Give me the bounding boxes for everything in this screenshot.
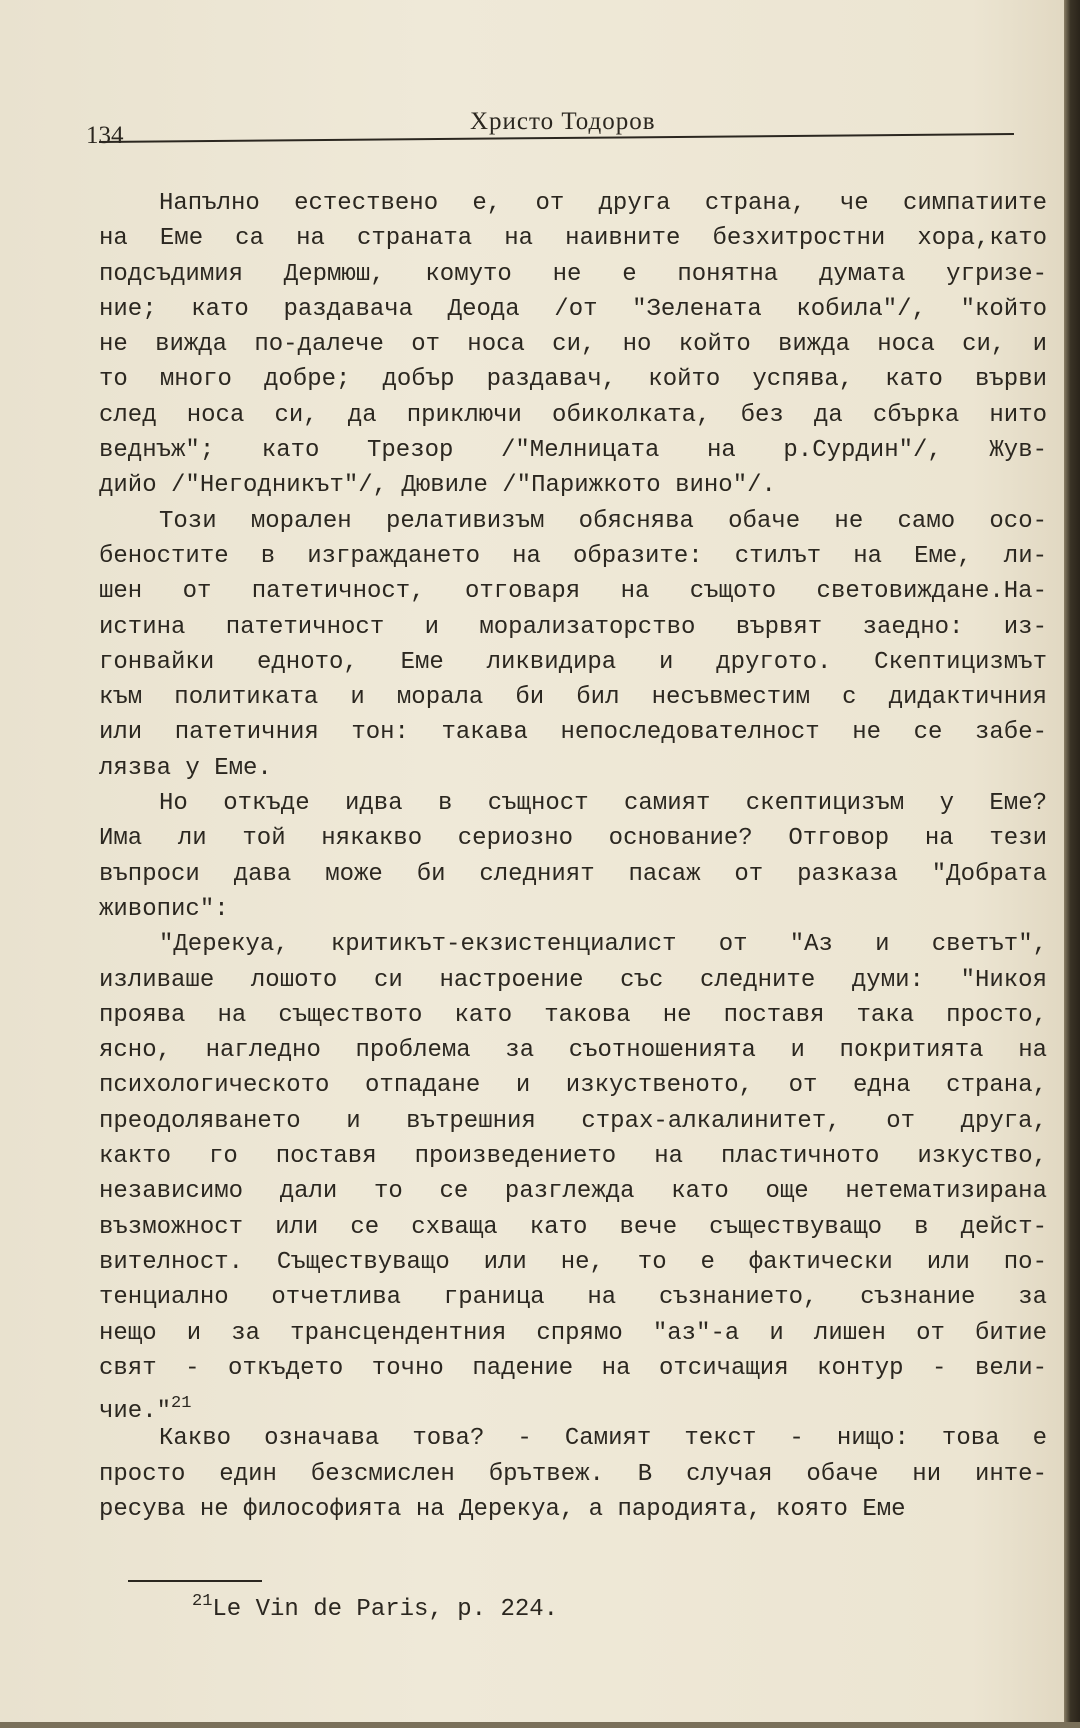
text-line [99, 1104, 1047, 1139]
line-text: дийо /"Негодникът"/, Дювиле /"Парижкото вино"/. [99, 472, 776, 500]
line-text: истина патетичност и морализаторство вървят заедно: из- [99, 613, 1047, 641]
body-text [99, 186, 1047, 1527]
text-line [99, 715, 1047, 750]
text-line [99, 504, 1047, 539]
line-text: към политиката и морала би бил несъвместим с дидактичния [99, 684, 1047, 712]
text-line [99, 857, 1047, 892]
text-line [99, 821, 1047, 856]
text-line [99, 257, 1047, 292]
footnote [192, 1592, 558, 1623]
text-line [99, 1139, 1047, 1174]
text-line [99, 645, 1047, 680]
text-line [99, 186, 1047, 221]
line-text: ние; като раздавача Деода /от "Зелената кобила"/, "който [99, 295, 1047, 323]
running-head: Христо Тодоров [470, 108, 656, 135]
text-line [99, 1280, 1047, 1315]
text-line [99, 1457, 1047, 1492]
line-text: Има ли той някакво сериозно основание? Отговор на тези [99, 825, 1047, 853]
line-text: проява на съществото като такова не поставя така просто, [99, 1001, 1047, 1029]
line-text: както го поставя произведението на пластичното изкуство, [99, 1143, 1047, 1171]
line-text: изливаше лошото си настроение със следните думи: "Никоя [99, 966, 1047, 994]
line-text: тенциално отчетлива граница на съзнанието, съзнание за [99, 1284, 1047, 1312]
line-text: ясно, нагледно проблема за съотношенията и покритията на [99, 1037, 1047, 1065]
line-text: гонвайки едното, Еме ликвидира и другото. Скептицизмът [99, 648, 1047, 676]
line-text: нещо и за трансцендентния спрямо "аз"-а и лишен от битие [99, 1319, 1047, 1347]
line-text: психологическото отпадане и изкуственото, от една страна, [99, 1072, 1047, 1100]
text-line [99, 539, 1047, 574]
line-text: "Дерекуа, критикът-екзистенциалист от "Аз и светът", [159, 931, 1047, 959]
text-line [99, 1351, 1047, 1386]
line-text: Напълно естествено е, от друга страна, че симпатиите [159, 190, 1047, 217]
line-text: подсъдимия Дермюш, комуто не е понятна думата угризе- [99, 260, 1047, 288]
text-line [99, 1421, 1047, 1456]
text-line [99, 610, 1047, 645]
text-line [99, 433, 1047, 468]
line-text: след носа си, да приключи обиколката, без да сбърка нито [99, 401, 1047, 429]
footnote-text: Le Vin de Paris, p. 224. [212, 1596, 559, 1623]
text-line [99, 680, 1047, 715]
line-text: ресува не философията на Дерекуа, а пародията, която Еме [99, 1495, 906, 1523]
text-line [99, 221, 1047, 256]
book-spine-edge [1064, 0, 1080, 1728]
text-line [99, 1245, 1047, 1280]
footnote-rule [128, 1580, 262, 1582]
line-text: свят - откъдето точно падение на отсичащия контур - вели- [99, 1354, 1047, 1382]
text-line [99, 1068, 1047, 1103]
line-text: то много добре; добър раздавач, който успява, като върви [99, 366, 1047, 394]
line-text: вителност. Съществуващо или не, то е фактически или по- [99, 1248, 1047, 1276]
line-text: не вижда по-далече от носа си, но който вижда носа си, и [99, 331, 1047, 359]
page-bottom-edge [0, 1722, 1080, 1728]
text-line [99, 963, 1047, 998]
text-line [99, 1386, 1047, 1426]
line-text: живопис": [99, 895, 229, 923]
text-line [99, 1210, 1047, 1245]
text-line [99, 892, 1047, 927]
text-line [99, 398, 1047, 433]
line-text: или патетичния тон: такава непоследователност не се забе- [99, 719, 1047, 747]
line-text: на Еме са на страната на наивните безхитростни хора,като [99, 225, 1047, 253]
line-text: Но откъде идва в същност самият скептицизъм у Еме? [159, 790, 1047, 818]
line-text: просто един безсмислен брътвеж. В случая обаче ни инте- [99, 1460, 1047, 1488]
text-line [99, 1316, 1047, 1351]
text-line [99, 574, 1047, 609]
line-text: преодоляването и вътрешния страх-алкалинитет, от друга, [99, 1107, 1047, 1135]
line-text: Този морален релативизъм обяснява обаче не само осо- [159, 507, 1047, 535]
page-number: 134 [86, 122, 124, 149]
text-line [99, 292, 1047, 327]
line-text: възможност или се схваща като вече съществуващо в дейст- [99, 1213, 1047, 1241]
text-line [99, 327, 1047, 362]
line-text: въпроси дава може би следният пасаж от разказа "Добрата [99, 860, 1047, 888]
text-line [99, 1033, 1047, 1068]
footnote-reference[interactable]: 21 [171, 1394, 192, 1414]
text-line [99, 927, 1047, 962]
line-text: лязва у Еме. [99, 754, 272, 782]
line-text: чие." [99, 1398, 172, 1426]
text-line [99, 1174, 1047, 1209]
line-text: независимо дали то се разглежда като още нетематизирана [99, 1178, 1047, 1206]
text-line [99, 468, 1047, 503]
footnote-number: 21 [192, 1592, 213, 1611]
line-text: шен от патетичност, отговаря на същото световиждане.На- [99, 578, 1047, 606]
text-line [99, 998, 1047, 1033]
text-line [99, 786, 1047, 821]
text-line [99, 362, 1047, 397]
line-text: веднъж"; като Трезор /"Мелницата на р.Сурдин"/, Жув- [99, 437, 1047, 465]
text-line [99, 751, 1047, 786]
line-text: Какво означава това? - Самият текст - нищо: това е [159, 1425, 1047, 1453]
text-line [99, 1492, 1047, 1527]
line-text: беностите в изграждането на образите: стилът на Еме, ли- [99, 542, 1047, 570]
